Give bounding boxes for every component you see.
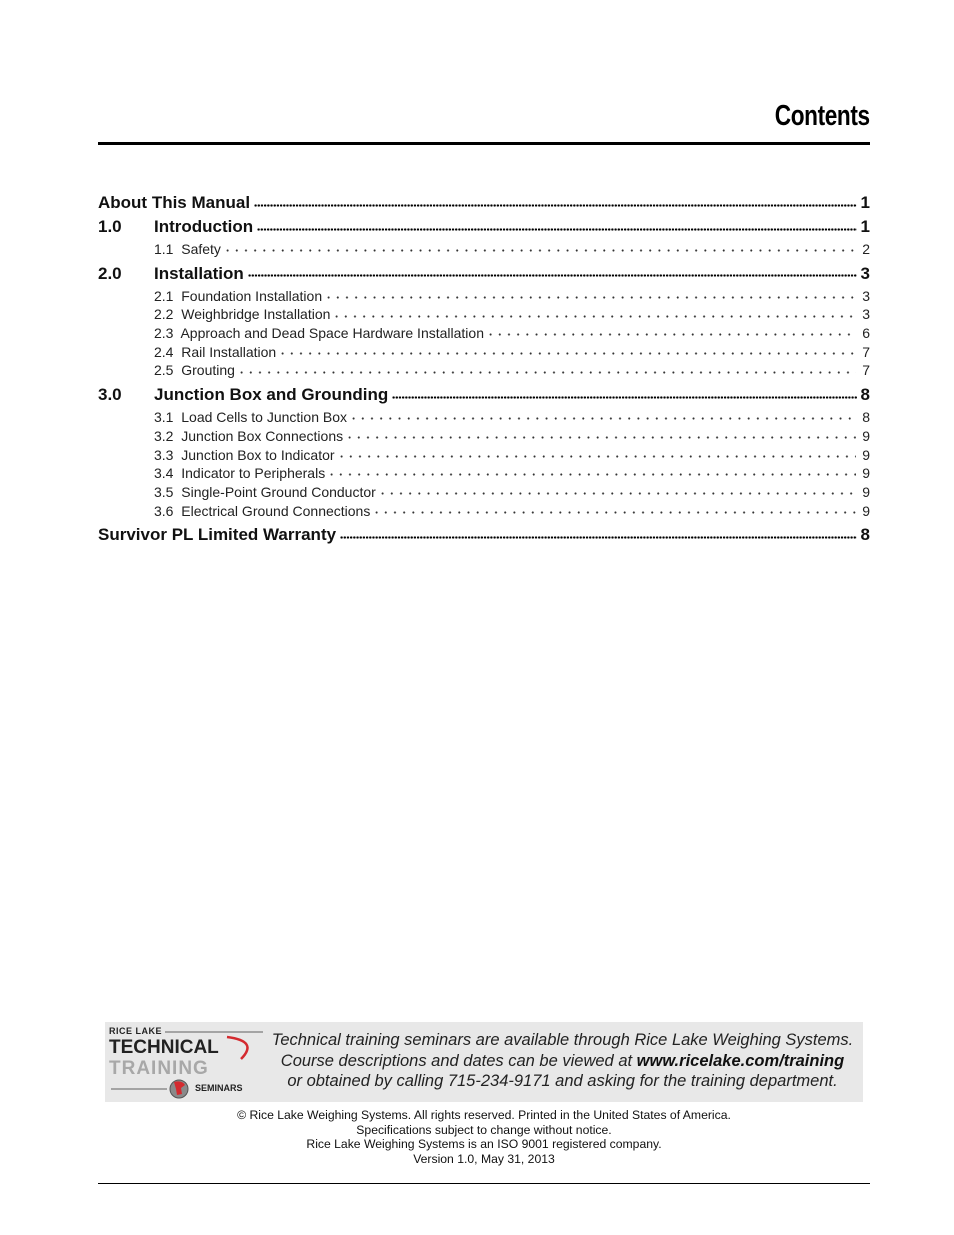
specifications-notice: Specifications subject to change without notice. [356,1122,612,1137]
toc-subentry[interactable] [98,503,870,522]
toc-subentry-label: 2.4 Rail Installation [154,343,277,360]
toc-entry-label: About This Manual [98,193,251,212]
toc-subentry-label: 2.2 Weighbridge Installation [154,306,331,323]
toc-page-number: 2 [862,241,870,257]
training-info-text [270,1030,855,1092]
toc-page-number: 6 [862,325,870,342]
toc-subentry[interactable] [98,484,870,503]
toc-page-number: 9 [862,502,870,519]
toc-subentry-label: 2.5 Grouting [154,362,235,379]
toc-subentry-label: 3.2 Junction Box Connections [154,427,344,444]
toc-page-number: 1 [860,217,870,236]
toc-entry-warranty[interactable] [98,525,870,549]
toc-page-number: 9 [862,446,870,463]
toc-entry-label: Junction Box and Grounding [154,385,389,405]
dot-leader [254,199,856,211]
toc-subentry[interactable] [98,428,870,447]
dot-leader [392,391,856,403]
section-number: 1.0 [98,217,122,236]
toc-page-number: 3 [860,263,870,283]
section-number: 3.0 [98,385,122,405]
toc-subentry-label: 3.6 Electrical Ground Connections [154,502,371,519]
toc-page-number: 8 [860,525,870,545]
toc-page-number: 7 [862,362,870,379]
dot-leader [332,311,856,321]
dot-leader [327,470,856,480]
toc-page-number: 9 [862,483,870,500]
toc-page-number: 9 [862,427,870,444]
toc-subentry-label: 1.1 Safety [154,241,221,257]
training-line-1: Technical training seminars are available through Rice Lake Weighing Systems. [271,1031,854,1049]
toc-subentry[interactable] [98,362,870,381]
rice-lake-technical-training-logo [109,1025,265,1099]
toc-subentry[interactable] [98,447,870,466]
logo-technical: TECHNICAL [109,1037,219,1058]
dot-leader [372,507,856,517]
dot-leader [337,451,857,461]
toc-entry-label: Introduction [154,217,254,236]
title-rule [98,142,870,145]
toc-page-number: 7 [862,343,870,360]
dot-leader [349,414,856,424]
training-line-2-text: Course descriptions and dates can be viewed at [280,1051,637,1070]
dot-leader [345,433,856,443]
toc-subentry[interactable] [98,325,870,344]
toc-subentry-label: 3.5 Single-Point Ground Conductor [154,483,376,500]
training-link[interactable]: www.ricelake.com/training [636,1051,845,1070]
toc-subentry[interactable] [98,288,870,307]
toc-subentry-label: 3.3 Junction Box to Indicator [154,446,335,463]
toc-entry-about[interactable] [98,193,870,217]
page-title: Contents [775,100,870,132]
toc-page-number: 3 [862,306,870,323]
iso-notice: Rice Lake Weighing Systems is an ISO 9001 registered company. [306,1137,662,1152]
toc-subentry-label: 2.1 Foundation Installation [154,287,323,304]
logo-training: TRAINING [109,1058,209,1079]
toc-page-number: 9 [862,465,870,482]
dot-leader [248,270,857,282]
toc-page-number: 8 [860,385,870,405]
toc-entry-installation[interactable] [98,264,870,288]
toc-entry-introduction[interactable] [98,217,870,241]
toc-subentry[interactable] [98,344,870,363]
toc-page-number: 1 [860,193,870,212]
toc-page-number: 8 [862,409,870,426]
logo-seminars: SEMINARS [195,1083,243,1093]
toc-subentry[interactable] [98,306,870,325]
training-line-3: or obtained by calling 715-234-9171 and asking for the training department. [287,1072,838,1090]
logo-rice-lake: RICE LAKE [109,1026,163,1036]
copyright-footer [98,1108,870,1167]
training-line-2 [270,1051,855,1072]
dot-leader [324,292,856,302]
toc-entry-label: Installation [154,263,244,283]
toc-subentry[interactable] [98,465,870,484]
dot-leader [257,223,856,235]
dot-leader [486,330,856,340]
version-line: Version 1.0, May 31, 2013 [413,1152,555,1167]
dot-leader [237,367,856,377]
dot-leader [340,531,856,543]
section-number: 2.0 [98,263,122,283]
bottom-rule [98,1183,870,1184]
table-of-contents [98,193,870,549]
toc-subentry-label: 3.1 Load Cells to Junction Box [154,409,348,426]
dot-leader [223,246,856,256]
toc-subentry-label: 2.3 Approach and Dead Space Hardware Installation [154,325,484,342]
toc-page-number: 3 [862,287,870,304]
dot-leader [278,348,856,358]
training-banner [105,1022,863,1102]
toc-entry-label: Survivor PL Limited Warranty [98,525,337,545]
copyright-line: © Rice Lake Weighing Systems. All rights reserved. Printed in the United States of America. [237,1108,731,1122]
toc-subentry[interactable] [98,241,870,260]
toc-subentry-label: 3.4 Indicator to Peripherals [154,465,326,482]
toc-entry-junction-box[interactable] [98,385,870,409]
toc-subentry[interactable] [98,409,870,428]
dot-leader [378,489,856,499]
